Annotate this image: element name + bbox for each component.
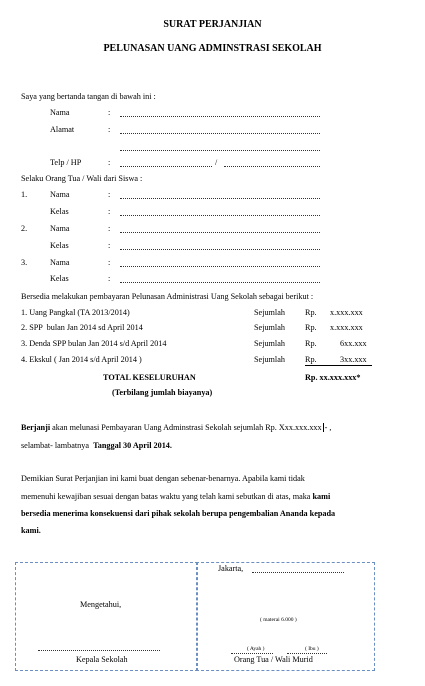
student-2-name-dots: [120, 232, 320, 233]
commitment-bold-start: Berjanji: [21, 423, 51, 432]
payment-currency-2: Rp.: [305, 323, 317, 332]
date-dots: [252, 572, 344, 573]
guardian-intro: Selaku Orang Tua / Wali dari Siswa :: [21, 174, 143, 183]
student-3-name-colon: :: [108, 258, 111, 267]
payment-label-2: Sejumlah: [254, 323, 285, 332]
signer-name-colon: :: [108, 108, 111, 117]
payment-currency-4: Rp.: [305, 355, 317, 364]
total-label: TOTAL KESELURUHAN: [103, 373, 196, 382]
commitment-text-end: - ,: [324, 423, 332, 432]
commitment-sentence: [21, 423, 331, 433]
father-label: ( Ayah ): [247, 646, 265, 652]
signer-phone-dots-2: [224, 166, 320, 167]
payment-label-3: Sejumlah: [254, 339, 285, 348]
signer-address-dots-2: [120, 150, 320, 151]
signer-name-dots: [120, 116, 320, 117]
closing-line-1: Demikian Surat Perjanjian ini kami buat dengan sebenar-benarnya. Apabila kami tidak: [21, 474, 305, 483]
letter-title: SURAT PERJANJIAN: [163, 19, 262, 30]
student-2-name-label: Nama: [50, 224, 70, 233]
payment-item-4: 4. Ekskul ( Jan 2014 s/d April 2014 ): [21, 355, 142, 364]
closing-line-3: bersedia menerima konsekuensi dari pihak sekolah berupa pengembalian Ananda kepada: [21, 509, 336, 518]
total-in-words-note: (Terbilang jumlah biayanya): [112, 388, 213, 397]
intro-text: Saya yang bertanda tangan di bawah ini :: [21, 92, 156, 101]
commitment-text: akan melunasi Pembayaran Uang Adminstrasi Sekolah sejumlah Rp. Xxx.xxx.xxx: [50, 423, 322, 432]
closing-line-2-text: memenuhi kewajiban sesuai dengan batas waktu yang telah kami sebutkan di atas, maka: [21, 492, 313, 501]
payment-amount-3: 6xx.xxx: [340, 339, 367, 348]
student-1-name-dots: [120, 198, 320, 199]
student-1-class-label: Kelas: [50, 207, 69, 216]
student-3-class-label: Kelas: [50, 274, 69, 283]
student-number-3: 3.: [21, 258, 28, 267]
payment-item-1: 1. Uang Pangkal (TA 2013/2014): [21, 308, 130, 317]
principal-signature-line: [38, 650, 160, 651]
payment-currency-1: Rp.: [305, 308, 317, 317]
student-3-name-label: Nama: [50, 258, 70, 267]
student-1-name-colon: :: [108, 190, 111, 199]
place-label: Jakarta,: [218, 564, 244, 573]
payment-item-2: 2. SPP bulan Jan 2014 sd April 2014: [21, 323, 143, 332]
principal-label: Kepala Sekolah: [76, 655, 128, 664]
acknowledged-label: Mengetahui,: [80, 600, 122, 609]
signer-phone-slash: /: [215, 158, 218, 167]
student-number-1: 1.: [21, 190, 28, 199]
signer-phone-label: Telp / HP: [50, 158, 82, 167]
payment-label-4: Sejumlah: [254, 355, 285, 364]
closing-line-2: [21, 492, 330, 502]
payment-currency-3: Rp.: [305, 339, 317, 348]
mother-signature-line: [287, 653, 327, 654]
closing-line-2-bold: kami: [312, 492, 331, 501]
signer-name-label: Nama: [50, 108, 70, 117]
commitment-deadline-line: [21, 441, 172, 451]
deadline-date: Tanggal 30 April 2014.: [93, 441, 172, 450]
deadline-prefix: selambat- lambatnya: [21, 441, 94, 450]
student-1-class-dots: [120, 215, 320, 216]
mother-label: ( Ibu ): [305, 646, 319, 652]
student-number-2: 2.: [21, 224, 28, 233]
student-2-name-colon: :: [108, 224, 111, 233]
student-3-name-dots: [120, 266, 320, 267]
payment-label-1: Sejumlah: [254, 308, 285, 317]
student-2-class-dots: [120, 249, 320, 250]
signer-address-colon: :: [108, 125, 111, 134]
stamp-duty-note: ( materai 6.000 ): [260, 617, 297, 623]
student-2-class-colon: :: [108, 241, 111, 250]
total-amount: Rp. xx.xxx.xxx*: [305, 373, 361, 382]
text-cursor: [323, 423, 324, 432]
commit-intro: Bersedia melakukan pembayaran Pelunasan Administrasi Uang Sekolah sebagai berikut :: [21, 292, 314, 301]
parent-label: Orang Tua / Wali Murid: [234, 655, 313, 664]
payment-subtotal-underline: [305, 365, 372, 366]
signer-phone-dots: [120, 166, 212, 167]
signer-address-label: Alamat: [50, 125, 75, 134]
student-3-class-colon: :: [108, 274, 111, 283]
payment-amount-4: 3xx.xxx: [340, 355, 367, 364]
student-1-class-colon: :: [108, 207, 111, 216]
signer-phone-colon: :: [108, 158, 111, 167]
payment-item-3: 3. Denda SPP bulan Jan 2014 s/d April 2014: [21, 339, 167, 348]
student-2-class-label: Kelas: [50, 241, 69, 250]
payment-amount-2: x.xxx.xxx: [330, 323, 363, 332]
student-3-class-dots: [120, 282, 320, 283]
closing-line-4: kami.: [21, 526, 41, 535]
signer-address-dots: [120, 133, 320, 134]
payment-amount-1: x.xxx.xxx: [330, 308, 363, 317]
letter-subtitle: PELUNASAN UANG ADMINSTRASI SEKOLAH: [103, 43, 322, 54]
student-1-name-label: Nama: [50, 190, 70, 199]
father-signature-line: [231, 653, 273, 654]
